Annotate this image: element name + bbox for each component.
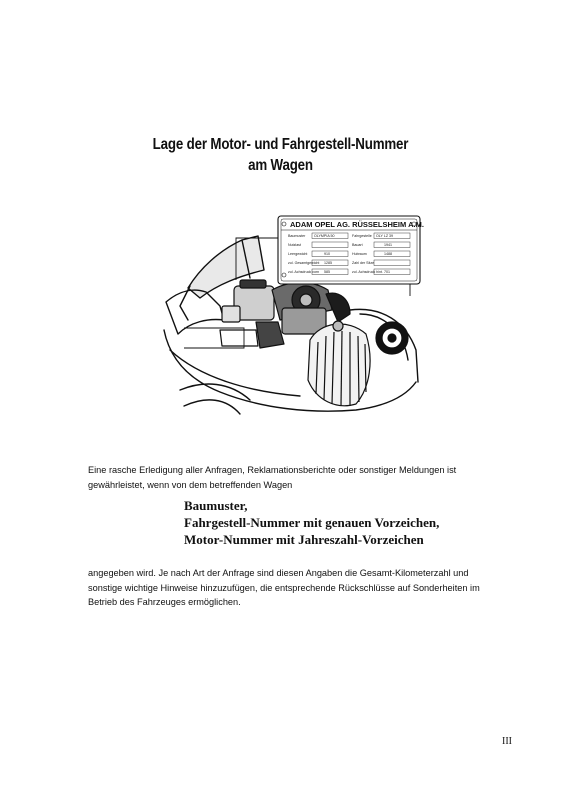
plate-value: 585 [324,270,330,274]
required-item-engine-number: Motor-Nummer mit Jahreszahl-Vorzeichen [184,532,424,547]
plate-label: Baumuster [288,234,306,238]
plate-label: Hubraum [352,252,367,256]
plate-value: 1488 [384,252,392,256]
plate-header: ADAM OPEL AG. RÜSSELSHEIM A.M. [290,220,424,229]
title-line-1: Lage der Motor- und Fahrgestell-Nummer [152,136,409,153]
intro-paragraph: Eine rasche Erledigung aller Anfragen, Reklamationsberichte oder sonstiger Meldungen ist gewährleistet, wenn von dem betreffenden Wagen [88,465,457,490]
plate-value: 1941 [384,243,392,247]
plate-label: Bauart [352,243,363,247]
radiator-grille-drawing [308,321,408,406]
required-data-list [184,497,504,548]
plate-label: zul. Achsdruck hint. [352,270,383,274]
type-plate [278,216,424,284]
plate-label: Nutzlast [288,243,301,247]
required-item-model: Baumuster, [184,498,248,513]
page-title [39,134,521,176]
page-number: III [502,736,512,747]
plate-value: OLY LZ 39 [376,234,394,238]
title-line-2: am Wagen [248,157,313,174]
plate-label: Fahrgestelle [352,234,372,238]
plate-value: 1285 [324,261,332,265]
engine-bay-illustration [160,210,430,440]
plate-value: 701 [384,270,390,274]
plate-value: 910 [324,252,330,256]
plate-label: zul. Achsdruck vorn [288,270,320,274]
plate-label: zul. Gesamtgewicht [288,261,320,265]
plate-label: Zahl der Sitze [352,261,375,265]
outro-paragraph: angegeben wird. Je nach Art der Anfrage sind diesen Angaben die Gesamt-Kilometerzahl und sonstige wichtige Hinweise hinzuzufügen, die entsprechende Rückschlüsse auf Sonderheiten im Betrieb des Fahrzeuges ermöglichen. [88,568,480,607]
plate-label: Leergewicht [288,252,308,256]
plate-value: OLYMPIA 50 [314,234,335,238]
required-item-chassis-number: Fahrgestell-Nummer mit genauen Vorzeichen, [184,515,440,530]
